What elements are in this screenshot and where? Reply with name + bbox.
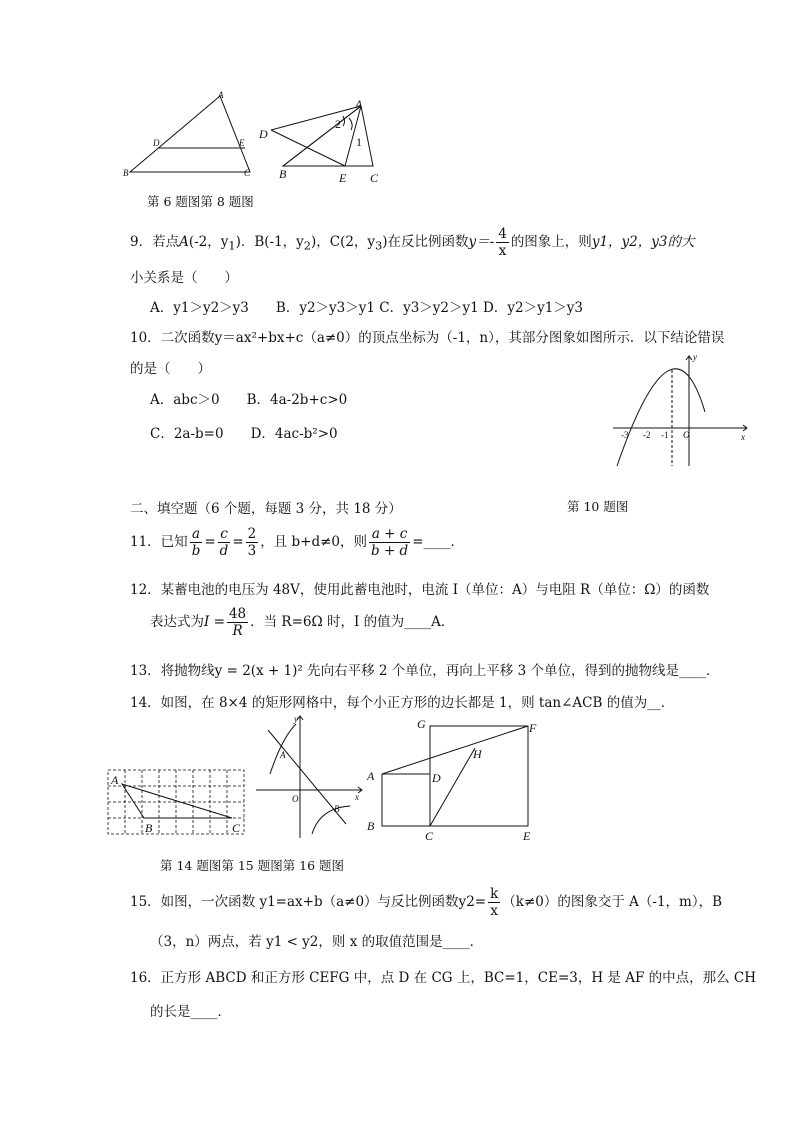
fig10-label-y: y <box>693 352 697 362</box>
triangle-abc <box>130 96 250 172</box>
fig8-label-e: E <box>339 171 347 185</box>
fig8-segment-de <box>271 130 345 166</box>
fig6-label-a: A <box>218 90 224 100</box>
fig15-label-b: B <box>334 804 340 814</box>
figure-8 <box>255 96 395 188</box>
fig8-label-b: B <box>279 167 287 181</box>
q11-answer-blank: ____． <box>423 534 465 550</box>
q15-line1: 15．如图，一次函数 y1=ax+b（a≠0）与反比例函数y2= $\frac{k}{x}$ （k≠0）的图象交于 A（-1，m），B <box>130 886 723 919</box>
fig10-label-o: O <box>683 430 690 440</box>
figure-10 <box>605 348 755 470</box>
fig16-label-d: D <box>432 771 441 785</box>
fig14-label-a: A <box>111 773 119 787</box>
q10-line1: 10．二次函数y＝ax²+bx+c（a≠0）的顶点坐标为（-1，n），其部分图象如图所示．以下结论错误 <box>130 330 725 346</box>
fig14-triangle-abc <box>122 784 232 818</box>
fig15-label-y: y <box>294 714 298 724</box>
q10-options-cd: C．2a-b=0 D．4ac-b²>0 <box>150 426 338 442</box>
q13-line: 13．将抛物线y = 2(x + 1)² 先向右平移 2 个单位，再向上平移 3 个单位，得到的抛物线是____． <box>130 663 720 679</box>
fig6-label-c: C <box>244 168 251 178</box>
fig15-label-x: x <box>355 792 359 802</box>
fig16-square-cefg <box>430 726 528 826</box>
fig16-label-h: H <box>473 747 482 761</box>
fig16-label-b: B <box>367 819 375 833</box>
figure-15 <box>254 712 366 840</box>
fig16-label-a: A <box>367 769 375 783</box>
q9-options: A．y1＞y2＞y3 B．y2＞y3＞y1 C．y3＞y2＞y1 D．y2＞y1＞y3 <box>150 300 583 316</box>
fig14-label-b: B <box>145 821 153 835</box>
fig8-label-d: D <box>259 127 268 141</box>
fig15-hyperbola-right <box>312 806 350 834</box>
fig10-parabola <box>617 369 705 466</box>
figure-6 <box>120 90 260 180</box>
q16-line2: 的长是____． <box>150 1004 231 1020</box>
q9-line2: 小关系是（ ） <box>130 270 238 286</box>
fig8-label-2: 2 <box>335 117 341 131</box>
fig14-label-c: C <box>232 821 241 835</box>
caption-fig-6-8: 第 6 题图第 8 题图 <box>147 194 254 209</box>
fig16-segment-af <box>382 726 528 774</box>
fig15-label-a: A <box>280 750 286 760</box>
section-2-heading: 二、填空题（6 个题，每题 3 分，共 18 分） <box>130 501 402 517</box>
q12-line1: 12．某蓄电池的电压为 48V，使用此蓄电池时，电流 I（单位：A）与电阻 R（单位：Ω）的函数 <box>130 582 710 598</box>
fig16-label-c: C <box>425 829 434 843</box>
fig8-angle-1-arc <box>349 118 352 130</box>
fig6-label-b: B <box>123 168 129 178</box>
q11-line: 11．已知 $\frac{a}{b}$ = $\frac{c}{d}$ = $\frac{2}{3}$ ，且 b+d≠0，则 $\frac{a + c}{b + d}$ =____． <box>130 526 465 559</box>
fig8-angle-2-arc <box>343 116 345 126</box>
q10-line2: 的是（ ） <box>130 361 211 377</box>
fig10-label-x: x <box>741 432 745 442</box>
caption-fig-10: 第 10 题图 <box>567 499 629 514</box>
caption-fig-14-16: 第 14 题图第 15 题图第 16 题图 <box>160 858 345 873</box>
q9-line1: 9．若点A(-2，$y_1$)．B(-1，$y_2$)，C(2，$y_3$)在反比例函数y＝- $\frac{4}{x}$ 的图象上，则y1，y2，y3的大 <box>130 226 695 259</box>
fig10-label-m3: -3 <box>621 430 629 440</box>
q10-options-ab: A．abc＞0 B．4a-2b+c>0 <box>150 392 348 408</box>
fig6-label-e: E <box>239 138 245 148</box>
fig15-label-o: O <box>292 794 299 804</box>
fig10-label-m2: -2 <box>643 430 651 440</box>
figure-14-grid <box>104 766 252 840</box>
fig16-label-e: E <box>523 829 531 843</box>
fig16-label-g: G <box>417 717 426 731</box>
fig10-label-m1: -1 <box>661 430 669 440</box>
q16-line1: 16．正方形 ABCD 和正方形 CEFG 中，点 D 在 CG 上，BC=1，CE=3，H 是 AF 的中点，那么 CH <box>130 970 756 986</box>
fig6-label-d: D <box>153 138 160 148</box>
fig15-hyperbola-left <box>270 724 296 774</box>
fig8-label-1: 1 <box>356 135 362 149</box>
q12-line2: 表达式为I = $\frac{48}{R}$ ．当 R=6Ω 时，I 的值为____A． <box>150 606 455 639</box>
fig16-segment-ch <box>430 748 475 826</box>
q15-line2: （3，n）两点，若 y1 < y2，则 x 的取值范围是____． <box>150 934 484 950</box>
fig16-square-abcd <box>382 774 430 826</box>
q12-answer-blank: ____A． <box>404 614 455 630</box>
fig8-label-c: C <box>370 171 379 185</box>
fig8-label-a: A <box>355 97 363 111</box>
q9-fraction: $\frac{4}{x}$ <box>498 226 507 259</box>
fig16-label-f: F <box>529 721 537 735</box>
figure-16 <box>362 712 552 844</box>
q14-line: 14．如图，在 8×4 的矩形网格中，每个小正方形的边长都是 1，则 tan∠ACB 的值为__． <box>130 695 675 711</box>
